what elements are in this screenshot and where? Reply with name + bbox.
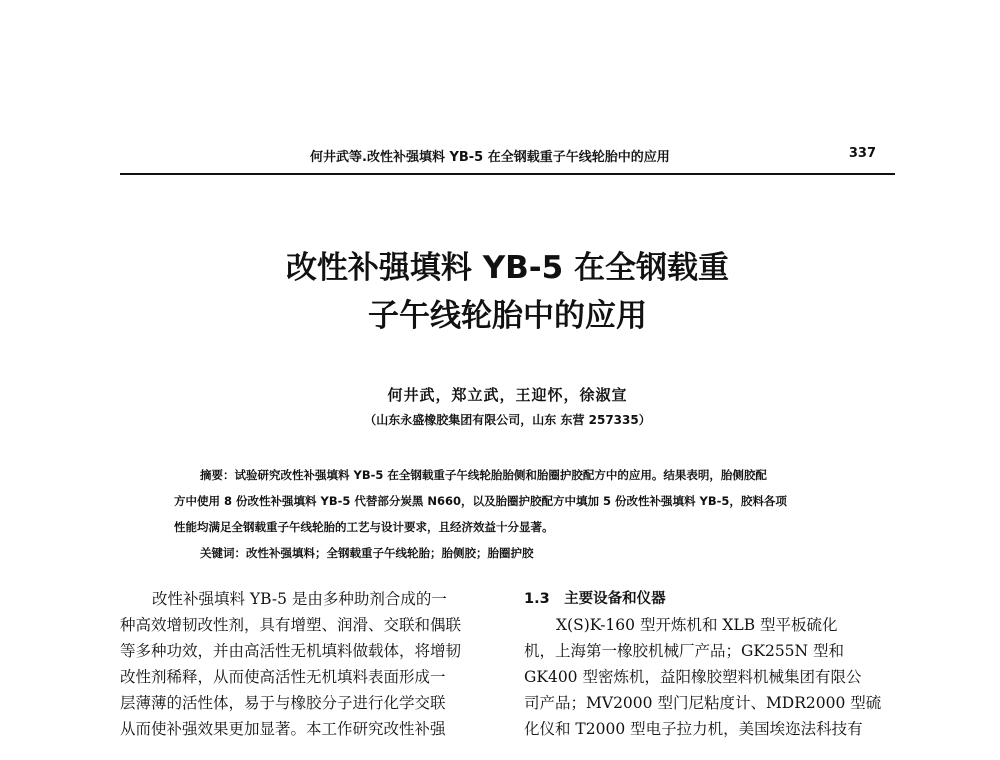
abstract-line: 摘要：试验研究改性补强填料 YB-5 在全钢载重子午线轮胎胎侧和胎圈护胶配方中的应用。结果表明，胎侧胶配 [200, 468, 767, 482]
body-line: 改性剂稀释，从而使高活性无机填料表面形成一 [120, 668, 446, 686]
body-line: 改性补强填料 YB-5 是由多种助剂合成的一 [152, 590, 447, 608]
running-title: 何井武等.改性补强填料 YB-5 在全钢载重子午线轮胎中的应用 [310, 150, 670, 165]
running-header [120, 146, 890, 170]
article-title [120, 244, 895, 340]
section-heading: 1.3 主要设备和仪器 [524, 591, 666, 607]
abstract-line: 方中使用 8 份改性补强填料 YB-5 代替部分炭黑 N660，以及胎圈护胶配方中填加 5 份改性补强填料 YB-5，胶料各项 [174, 494, 787, 508]
abstract-line: 性能均满足全钢载重子午线轮胎的工艺与设计要求，且经济效益十分显著。 [174, 520, 554, 534]
body-right-column [524, 586, 896, 742]
header-rule [120, 173, 895, 175]
title-line-1: 改性补强填料 YB-5 在全钢载重 [285, 250, 730, 286]
abstract-block [174, 462, 854, 566]
body-line: 层薄薄的活性体，易于与橡胶分子进行化学交联 [120, 694, 446, 712]
body-line: 机，上海第一橡胶机械厂产品；GK255N 型和 [524, 642, 845, 660]
body-line: 种高效增韧改性剂，具有增塑、润滑、交联和偶联 [120, 616, 462, 634]
body-line: X(S)K-160 型开炼机和 XLB 型平板硫化 [556, 616, 838, 634]
body-line: GK400 型密炼机，益阳橡胶塑料机械集团有限公 [524, 668, 862, 686]
title-line-2: 子午线轮胎中的应用 [368, 298, 647, 334]
page-number: 337 [848, 146, 876, 161]
body-line: 化仪和 T2000 型电子拉力机，美国埃迩法科技有 [524, 720, 863, 738]
body-line: 从而使补强效果更加显著。本工作研究改性补强 [120, 720, 446, 738]
author-list: 何井武，郑立武，王迎怀，徐淑宣 [387, 386, 628, 404]
body-line: 司产品；MV2000 型门尼粘度计、MDR2000 型硫 [524, 694, 882, 712]
keywords: 关键词：改性补强填料；全钢载重子午线轮胎；胎侧胶；胎圈护胶 [200, 546, 534, 560]
body-left-column [120, 586, 492, 742]
body-line: 等多种功效，并由高活性无机填料做载体，将增韧 [120, 642, 462, 660]
affiliation: （山东永盛橡胶集团有限公司，山东 东营 257335） [364, 413, 651, 427]
